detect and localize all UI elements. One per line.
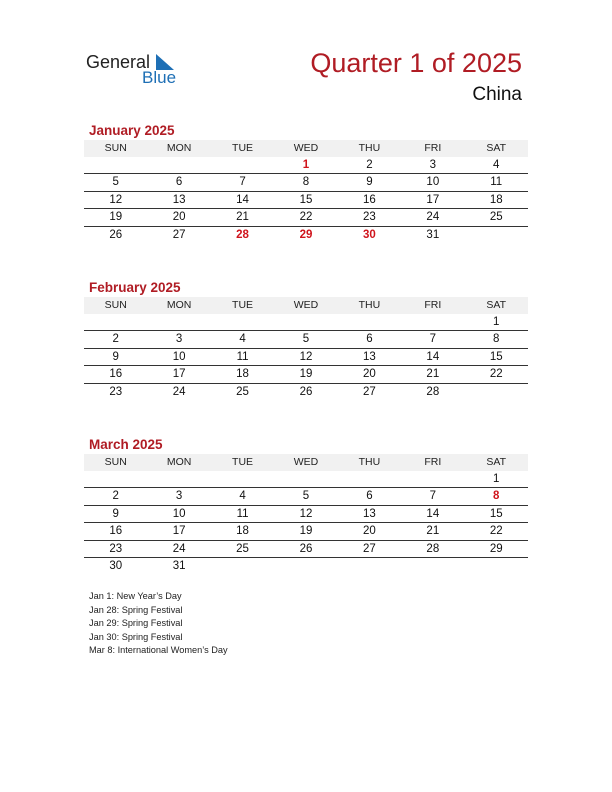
day-cell: 14 [426,507,440,520]
weekday-label: FRI [424,142,442,154]
day-cell: 3 [175,490,183,503]
day-cell: 3 [175,333,183,346]
day-cell [274,471,337,487]
day-cell: 17 [172,368,186,381]
month-february [84,279,528,401]
day-cell: 16 [109,525,123,538]
brand-logo [86,50,196,90]
day-cell [401,314,464,330]
week-row [84,331,528,348]
day-cell: 19 [299,368,313,381]
day-cell: 26 [109,228,123,241]
holiday-note: Jan 28: Spring Festival [89,604,183,615]
day-cell: 2 [112,490,119,503]
day-cell: 11 [490,176,503,189]
day-cell: 1 [493,473,500,485]
day-cell [465,227,528,244]
day-cell [465,558,528,575]
week-row [84,541,528,558]
day-cell: 15 [299,193,313,206]
day-cell: 30 [363,228,376,241]
weekday-header [84,297,528,314]
week-row [84,366,528,383]
day-cell: 14 [236,193,249,206]
day-cell: 19 [299,525,313,538]
weekday-label: MON [166,299,192,311]
day-cell: 25 [236,385,249,398]
day-cell [211,314,274,330]
week-row [84,558,528,575]
day-cell: 5 [302,333,310,346]
weekday-label: WED [293,142,319,154]
week-row [84,157,528,174]
day-cell: 24 [426,211,440,224]
day-cell [274,558,337,575]
day-cell: 21 [236,211,249,224]
day-cell: 7 [239,176,246,189]
day-cell: 10 [172,350,186,363]
day-cell: 28 [426,542,440,555]
week-row [84,523,528,540]
month-title: February 2025 [89,280,181,295]
day-cell: 27 [172,228,186,241]
day-cell: 9 [112,350,119,363]
day-cell: 2 [112,333,119,346]
weekday-label: THU [358,299,381,311]
day-cell: 24 [172,385,186,398]
day-cell: 29 [489,542,503,555]
day-cell: 26 [299,385,313,398]
day-cell [147,157,210,173]
day-cell: 18 [236,525,249,538]
day-cell: 2 [366,159,373,171]
day-cell: 19 [109,211,123,224]
day-cell [211,558,274,575]
day-cell: 25 [236,542,249,555]
weekday-label: TUE [232,142,254,154]
day-cell [274,314,337,330]
day-cell: 25 [489,211,503,224]
weekday-label: TUE [232,299,254,311]
brand-blue: Blue [142,68,177,87]
day-cell: 18 [489,193,503,206]
weekday-header [84,454,528,471]
day-cell: 8 [493,490,500,503]
day-cell: 6 [366,490,373,503]
day-cell: 4 [493,159,500,171]
weekday-label: TUE [232,456,254,468]
day-cell: 1 [493,316,500,328]
day-cell [211,157,274,173]
week-row [84,174,528,191]
day-cell [84,471,147,487]
day-cell: 12 [109,193,123,206]
day-cell [401,471,464,487]
day-cell: 22 [299,211,313,224]
day-cell: 17 [426,193,440,206]
day-cell: 20 [363,525,376,538]
holiday-note: Jan 1: New Year’s Day [89,591,182,601]
day-cell: 12 [299,507,313,520]
weekday-label: FRI [424,299,442,311]
day-cell: 22 [489,368,503,381]
holiday-note: Jan 29: Spring Festival [89,618,183,628]
day-cell: 20 [172,211,186,224]
month-march [84,436,528,575]
day-cell: 9 [366,176,373,189]
day-cell: 26 [299,542,313,555]
month-january [84,122,528,244]
day-cell: 21 [426,368,440,381]
holiday-notes [89,590,228,658]
day-cell: 7 [429,490,437,503]
day-cell: 13 [363,507,376,520]
weekday-label: FRI [424,456,442,468]
weekday-label: SAT [486,142,507,154]
day-cell: 29 [299,228,313,241]
day-cell: 23 [363,211,376,224]
day-cell [84,314,147,330]
brand-general: General [86,52,151,72]
day-cell: 8 [493,333,500,346]
day-cell: 28 [236,228,249,241]
day-cell: 16 [363,193,376,206]
day-cell: 18 [236,368,249,381]
day-cell: 30 [109,559,123,572]
week-row [84,488,528,505]
page-title: Quarter 1 of 2025 [310,48,522,78]
weekday-label: MON [166,142,192,154]
week-row [84,192,528,209]
day-cell: 23 [109,385,123,398]
day-cell: 8 [302,176,310,189]
day-cell: 10 [426,176,440,189]
weekday-label: SUN [104,142,127,154]
day-cell: 1 [302,159,310,171]
weekday-label: SUN [104,299,127,311]
weekday-label: WED [293,456,319,468]
day-cell: 4 [239,333,246,346]
country-name: China [472,84,522,105]
weekday-label: SUN [104,456,127,468]
day-cell [84,157,147,173]
day-cell [338,314,401,330]
weekday-label: SAT [486,456,507,468]
day-cell: 17 [172,525,186,538]
week-row [84,349,528,366]
day-cell: 6 [366,333,373,346]
day-cell: 4 [239,490,246,503]
day-cell: 31 [172,559,186,572]
week-row [84,506,528,523]
day-cell: 11 [236,350,249,363]
day-cell: 15 [489,507,503,520]
day-cell: 12 [299,350,313,363]
weekday-label: MON [166,456,192,468]
day-cell: 20 [363,368,376,381]
day-cell: 7 [429,333,437,346]
holiday-note: Jan 30: Spring Festival [89,631,183,642]
day-cell: 24 [172,542,186,555]
weekday-label: THU [358,456,381,468]
day-cell: 27 [363,542,376,555]
holiday-note: Mar 8: International Women’s Day [89,645,228,655]
day-cell: 3 [429,159,437,171]
day-cell: 5 [302,490,310,503]
week-row [84,471,528,488]
weekday-label: WED [293,299,319,311]
month-title: March 2025 [89,437,163,452]
weekday-label: THU [358,142,381,154]
week-row [84,314,528,331]
day-cell: 23 [109,542,123,555]
day-cell: 13 [363,350,376,363]
day-cell [211,471,274,487]
day-cell: 16 [109,368,123,381]
weekday-label: SAT [486,299,507,311]
day-cell [147,314,210,330]
week-row [84,209,528,226]
day-cell [147,471,210,487]
day-cell: 11 [236,507,249,520]
weekday-header [84,140,528,157]
day-cell: 14 [426,350,440,363]
day-cell [401,558,464,575]
day-cell [338,558,401,575]
day-cell [465,384,528,401]
day-cell: 6 [175,176,183,189]
day-cell: 27 [363,385,376,398]
day-cell: 22 [489,525,503,538]
day-cell: 15 [489,350,503,363]
day-cell [338,471,401,487]
week-row [84,227,528,244]
day-cell: 9 [112,507,119,520]
week-row [84,384,528,401]
day-cell: 21 [426,525,440,538]
month-title: January 2025 [89,123,175,138]
day-cell: 28 [426,385,440,398]
day-cell: 10 [172,507,186,520]
day-cell: 31 [426,228,440,241]
day-cell: 5 [112,176,119,189]
day-cell: 13 [172,193,186,206]
